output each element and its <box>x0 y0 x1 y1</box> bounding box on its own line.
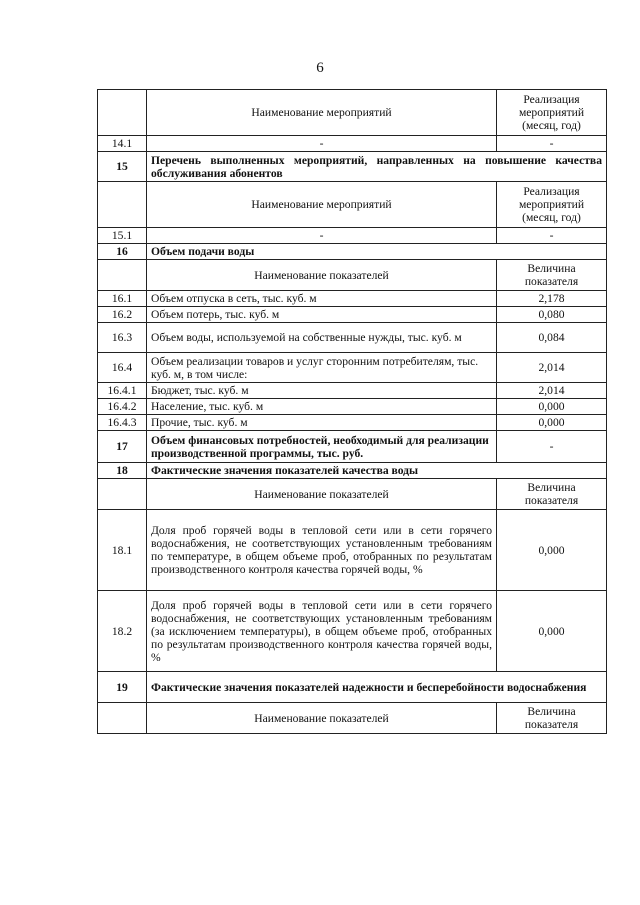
header-row <box>98 479 607 510</box>
column-header-value: Величина показателя <box>497 479 607 510</box>
section-row <box>98 244 607 260</box>
section-row <box>98 672 607 703</box>
row-name: Население, тыс. куб. м <box>147 399 497 415</box>
table-row <box>98 228 607 244</box>
column-header-value: Величина показателя <box>497 260 607 291</box>
row-number: 16.4.2 <box>98 399 147 415</box>
row-value: - <box>497 136 607 152</box>
column-header-value: Величина показателя <box>497 703 607 734</box>
column-header-name: Наименование показателей <box>147 479 497 510</box>
row-name: - <box>147 228 497 244</box>
program-table <box>97 89 607 734</box>
column-header-name: Наименование показателей <box>147 703 497 734</box>
row-number: 16.2 <box>98 307 147 323</box>
row-value: 2,014 <box>497 353 607 383</box>
table-row <box>98 353 607 383</box>
row-value: 0,000 <box>497 415 607 431</box>
row-number: 18.2 <box>98 591 147 672</box>
row-number: 16.4 <box>98 353 147 383</box>
header-row <box>98 182 607 228</box>
section-title: Объем финансовых потребностей, необходимый для реализации производственной программы, тыс. руб. <box>147 431 497 463</box>
page-number: 6 <box>316 60 324 76</box>
section-row <box>98 431 607 463</box>
section-number: 16 <box>98 244 147 260</box>
table-row <box>98 415 607 431</box>
row-number: 14.1 <box>98 136 147 152</box>
empty-cell <box>98 90 147 136</box>
table-row <box>98 136 607 152</box>
row-name: - <box>147 136 497 152</box>
row-value: 0,080 <box>497 307 607 323</box>
row-value: 2,178 <box>497 291 607 307</box>
row-value: 0,084 <box>497 323 607 353</box>
header-row <box>98 90 607 136</box>
row-number: 16.1 <box>98 291 147 307</box>
section-number: 15 <box>98 152 147 182</box>
row-number: 16.4.3 <box>98 415 147 431</box>
row-value: - <box>497 228 607 244</box>
row-name: Бюджет, тыс. куб. м <box>147 383 497 399</box>
section-row <box>98 152 607 182</box>
column-header-name: Наименование мероприятий <box>147 90 497 136</box>
table-row <box>98 510 607 591</box>
row-name: Доля проб горячей воды в тепловой сети или в сети горячего водоснабжения, не соответствующих установленным требованиям (за исключением температуры), в общем объеме проб, отобранных по результатам производственного контроля качества горячей воды, % <box>147 591 497 672</box>
row-value: 0,000 <box>497 591 607 672</box>
row-name: Объем потерь, тыс. куб. м <box>147 307 497 323</box>
section-title: Фактические значения показателей надежности и бесперебойности водоснабжения <box>147 672 607 703</box>
table-row <box>98 291 607 307</box>
column-header-name: Наименование мероприятий <box>147 182 497 228</box>
row-name: Объем отпуска в сеть, тыс. куб. м <box>147 291 497 307</box>
header-row <box>98 703 607 734</box>
header-row <box>98 260 607 291</box>
section-number: 18 <box>98 463 147 479</box>
column-header-value: Реализация мероприятий (месяц, год) <box>497 90 607 136</box>
row-value: 2,014 <box>497 383 607 399</box>
section-title: Объем подачи воды <box>147 244 607 260</box>
row-number: 16.4.1 <box>98 383 147 399</box>
row-value: 0,000 <box>497 399 607 415</box>
table-row <box>98 383 607 399</box>
empty-cell <box>98 479 147 510</box>
row-value: 0,000 <box>497 510 607 591</box>
table-row <box>98 307 607 323</box>
section-number: 19 <box>98 672 147 703</box>
empty-cell <box>98 703 147 734</box>
row-number: 16.3 <box>98 323 147 353</box>
column-header-value: Реализация мероприятий (месяц, год) <box>497 182 607 228</box>
row-name: Объем воды, используемой на собственные нужды, тыс. куб. м <box>147 323 497 353</box>
empty-cell <box>98 260 147 291</box>
section-title: Фактические значения показателей качества воды <box>147 463 607 479</box>
row-name: Объем реализации товаров и услуг сторонним потребителям, тыс. куб. м, в том числе: <box>147 353 497 383</box>
row-number: 18.1 <box>98 510 147 591</box>
section-title: Перечень выполненных мероприятий, направленных на повышение качества обслуживания абонентов <box>147 152 607 182</box>
row-name: Прочие, тыс. куб. м <box>147 415 497 431</box>
row-name: Доля проб горячей воды в тепловой сети или в сети горячего водоснабжения, не соответствующих установленным требованиям по температуре, в общем объеме проб, отобранных по результатам производственного контроля качества горячей воды, % <box>147 510 497 591</box>
empty-cell <box>98 182 147 228</box>
section-value: - <box>497 431 607 463</box>
table-row <box>98 591 607 672</box>
table-row <box>98 399 607 415</box>
section-row <box>98 463 607 479</box>
row-number: 15.1 <box>98 228 147 244</box>
section-number: 17 <box>98 431 147 463</box>
column-header-name: Наименование показателей <box>147 260 497 291</box>
table-row <box>98 323 607 353</box>
